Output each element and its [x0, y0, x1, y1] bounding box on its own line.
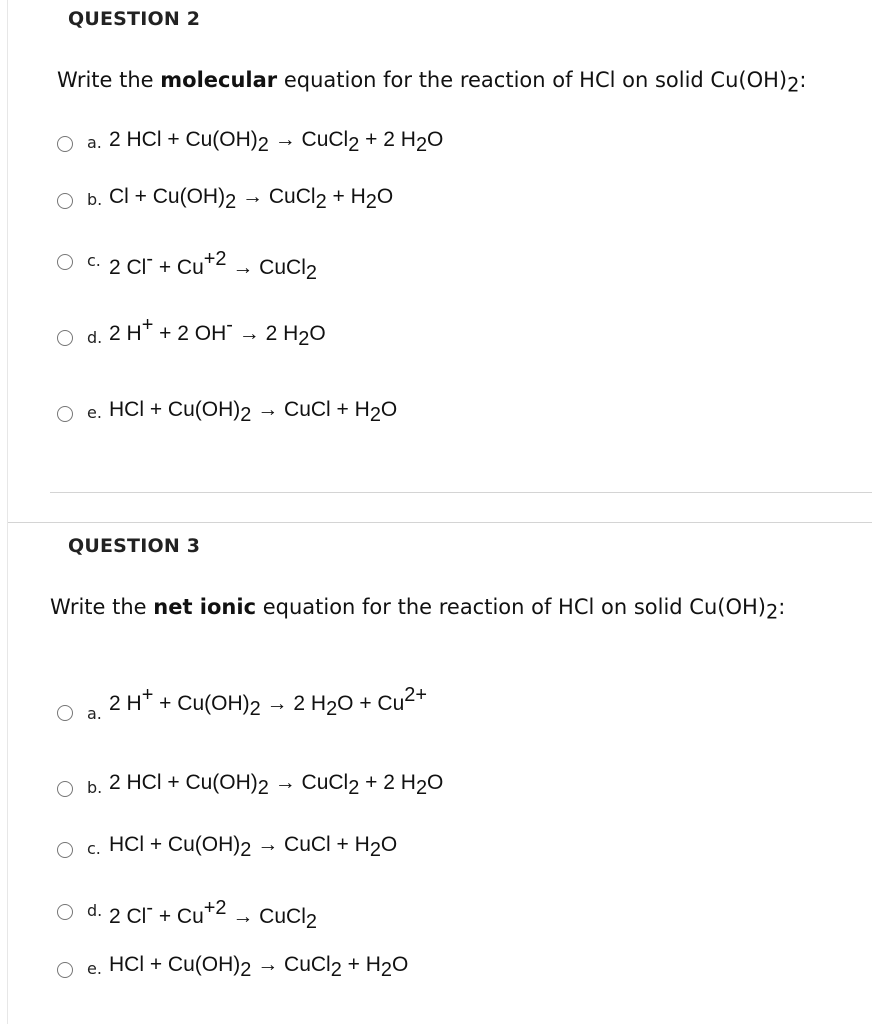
prompt-text: Write the	[50, 595, 154, 619]
prompt-subscript: 2	[787, 73, 800, 97]
option-equation: 2 H+ + Cu(OH)2 → 2 H2O + Cu2+	[109, 684, 428, 720]
option-letter: d.	[87, 901, 103, 920]
radio-button[interactable]	[57, 904, 73, 920]
prompt-emphasis: molecular	[160, 68, 278, 92]
radio-button[interactable]	[57, 781, 73, 797]
option-equation: HCl + Cu(OH)2 → CuCl + H2O	[109, 833, 398, 861]
option-letter: b.	[87, 190, 103, 209]
radio-button[interactable]	[57, 330, 73, 346]
option-equation: 2 H+ + 2 OH- → 2 H2O	[109, 314, 326, 350]
option-letter: d.	[87, 328, 103, 347]
question-3-prompt	[50, 595, 785, 623]
section-divider	[8, 522, 872, 523]
option-equation: Cl + Cu(OH)2 → CuCl2 + H2O	[109, 185, 394, 213]
page-left-border	[7, 0, 8, 1024]
radio-button[interactable]	[57, 705, 73, 721]
divider	[50, 492, 872, 493]
prompt-subscript: 2	[766, 600, 779, 624]
prompt-text: equation for the reaction of HCl on solid Cu(OH)	[277, 68, 788, 92]
option-letter: c.	[87, 839, 101, 858]
radio-button[interactable]	[57, 193, 73, 209]
option-letter: a.	[87, 133, 102, 152]
question-2-heading: QUESTION 2	[68, 8, 201, 30]
prompt-text: :	[799, 68, 807, 92]
radio-button[interactable]	[57, 254, 73, 270]
radio-button[interactable]	[57, 962, 73, 978]
prompt-text: equation for the reaction of HCl on solid Cu(OH)	[256, 595, 766, 619]
radio-button[interactable]	[57, 406, 73, 422]
option-equation: HCl + Cu(OH)2 → CuCl2 + H2O	[109, 953, 409, 981]
question-2-prompt	[57, 68, 806, 96]
prompt-text: Write the	[57, 68, 161, 92]
option-equation: HCl + Cu(OH)2 → CuCl + H2O	[109, 398, 398, 426]
option-letter: c.	[87, 251, 101, 270]
option-equation: 2 HCl + Cu(OH)2 → CuCl2 + 2 H2O	[109, 771, 444, 799]
option-letter: a.	[87, 704, 102, 723]
option-letter: e.	[87, 959, 102, 978]
prompt-text: :	[778, 595, 786, 619]
option-equation: 2 Cl- + Cu+2 → CuCl2	[109, 248, 317, 284]
option-letter: e.	[87, 403, 102, 422]
option-equation: 2 Cl- + Cu+2 → CuCl2	[109, 897, 317, 933]
radio-button[interactable]	[57, 136, 73, 152]
option-letter: b.	[87, 778, 103, 797]
option-equation: 2 HCl + Cu(OH)2 → CuCl2 + 2 H2O	[109, 128, 444, 156]
prompt-emphasis: net ionic	[153, 595, 257, 619]
question-3-heading: QUESTION 3	[68, 535, 201, 557]
radio-button[interactable]	[57, 842, 73, 858]
